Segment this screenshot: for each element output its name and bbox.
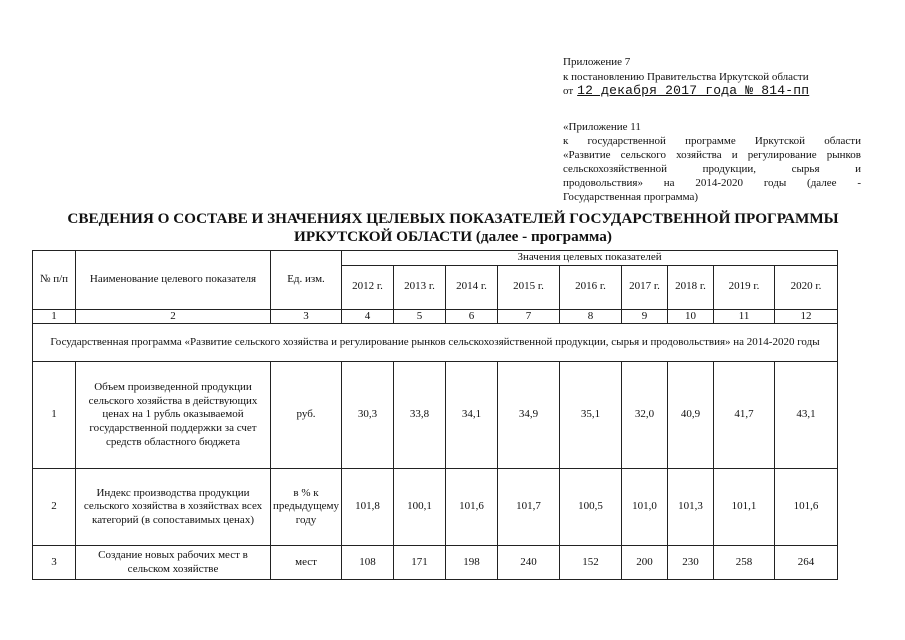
document-title: СВЕДЕНИЯ О СОСТАВЕ И ЗНАЧЕНИЯХ ЦЕЛЕВЫХ ПОКАЗАТЕЛЕЙ ГОСУДАРСТВЕННОЙ ПРОГРАММЫ ИРКУТСКОЙ ОБЛАСТИ (далее - программа) xyxy=(67,210,839,245)
row-value: 43,1 xyxy=(775,362,838,469)
header-year: 2018 г. xyxy=(668,265,714,309)
column-number: 4 xyxy=(342,309,394,324)
row-value: 101,8 xyxy=(342,469,394,546)
header-num: № п/п xyxy=(33,251,76,310)
appendix-11-line: сельскохозяйственной продукции, сырья и xyxy=(563,162,861,175)
column-number: 8 xyxy=(560,309,622,324)
column-number-row xyxy=(33,309,838,324)
appendix-7-title: Приложение 7 xyxy=(563,56,631,68)
row-value: 101,7 xyxy=(498,469,560,546)
row-value: 101,3 xyxy=(668,469,714,546)
appendix-7-header xyxy=(563,55,809,99)
row-value: 30,3 xyxy=(342,362,394,469)
program-row xyxy=(33,324,838,362)
appendix-11-header xyxy=(563,121,861,204)
header-year: 2014 г. xyxy=(446,265,498,309)
row-indicator-name: Индекс производства продукции сельского хозяйства в хозяйствах всех категорий (в сопоставимых ценах) xyxy=(76,469,271,546)
header-year: 2015 г. xyxy=(498,265,560,309)
appendix-7-decree-reference: к постановлению Правительства Иркутской области xyxy=(563,70,809,83)
row-indicator-name: Создание новых рабочих мест в сельском хозяйстве xyxy=(76,546,271,580)
row-value: 108 xyxy=(342,546,394,580)
table-row xyxy=(33,546,838,580)
header-year: 2019 г. xyxy=(714,265,775,309)
table-row xyxy=(33,362,838,469)
row-value: 100,1 xyxy=(394,469,446,546)
row-value: 41,7 xyxy=(714,362,775,469)
appendix-11-line: к государственной программе Иркутской области xyxy=(563,134,861,147)
row-value: 200 xyxy=(622,546,668,580)
row-value: 101,6 xyxy=(446,469,498,546)
column-number: 10 xyxy=(668,309,714,324)
row-value: 152 xyxy=(560,546,622,580)
header-row-1 xyxy=(33,251,838,266)
appendix-11-line: «Развитие сельского хозяйства и регулирование рынков xyxy=(563,148,861,161)
appendix-11-title: «Приложение 11 xyxy=(563,121,641,133)
row-value: 40,9 xyxy=(668,362,714,469)
row-value: 230 xyxy=(668,546,714,580)
row-value: 198 xyxy=(446,546,498,580)
column-number: 7 xyxy=(498,309,560,324)
header-values-group: Значения целевых показателей xyxy=(342,251,838,266)
row-value: 34,1 xyxy=(446,362,498,469)
row-value: 264 xyxy=(775,546,838,580)
header-year: 2016 г. xyxy=(560,265,622,309)
header-name: Наименование целевого показателя xyxy=(76,251,271,310)
table-row xyxy=(33,469,838,546)
row-value: 258 xyxy=(714,546,775,580)
column-number: 1 xyxy=(33,309,76,324)
appendix-11-line: продовольствия» на 2014-2020 годы (далее - xyxy=(563,176,861,189)
decree-date-prefix: от xyxy=(563,85,574,97)
column-number: 6 xyxy=(446,309,498,324)
column-number: 9 xyxy=(622,309,668,324)
row-value: 33,8 xyxy=(394,362,446,469)
row-num: 3 xyxy=(33,546,76,580)
header-year: 2017 г. xyxy=(622,265,668,309)
header-year: 2012 г. xyxy=(342,265,394,309)
column-number: 12 xyxy=(775,309,838,324)
header-unit: Ед. изм. xyxy=(271,251,342,310)
appendix-11-last-line: Государственная программа) xyxy=(563,190,699,203)
row-value: 101,0 xyxy=(622,469,668,546)
column-number: 3 xyxy=(271,309,342,324)
row-indicator-name: Объем произведенной продукции сельского хозяйства в действующих ценах на 1 рубль оказываемой государственной поддержки за счет средств областного бюджета xyxy=(76,362,271,469)
header-year: 2020 г. xyxy=(775,265,838,309)
decree-date-line xyxy=(563,84,809,99)
row-value: 32,0 xyxy=(622,362,668,469)
row-num: 1 xyxy=(33,362,76,469)
row-value: 100,5 xyxy=(560,469,622,546)
row-num: 2 xyxy=(33,469,76,546)
row-value: 34,9 xyxy=(498,362,560,469)
row-value: 101,6 xyxy=(775,469,838,546)
indicators-table xyxy=(32,250,838,580)
header-year: 2013 г. xyxy=(394,265,446,309)
row-unit: руб. xyxy=(271,362,342,469)
column-number: 5 xyxy=(394,309,446,324)
row-value: 171 xyxy=(394,546,446,580)
column-number: 11 xyxy=(714,309,775,324)
program-title-cell: Государственная программа «Развитие сельского хозяйства и регулирование рынков сельскохозяйственной продукции, сырья и продовольствия» на 2014-2020 годы xyxy=(33,324,838,362)
column-number: 2 xyxy=(76,309,271,324)
row-value: 35,1 xyxy=(560,362,622,469)
row-unit: мест xyxy=(271,546,342,580)
row-unit: в % к предыдущему году xyxy=(271,469,342,546)
row-value: 240 xyxy=(498,546,560,580)
decree-date-number: 12 декабря 2017 года № 814-пп xyxy=(577,83,810,98)
row-value: 101,1 xyxy=(714,469,775,546)
